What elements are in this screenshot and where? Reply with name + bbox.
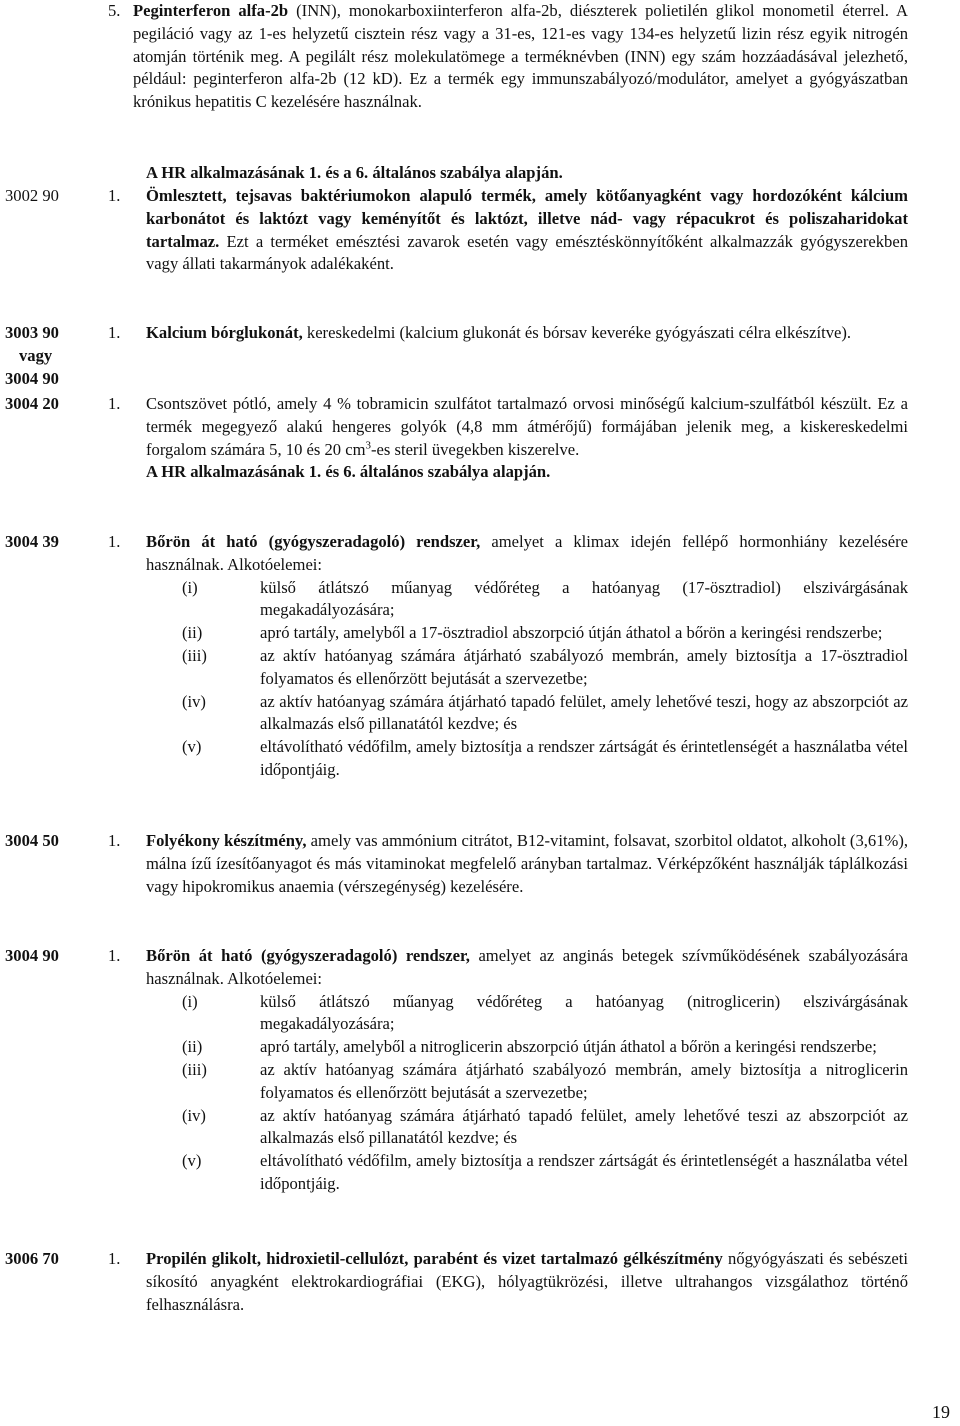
list-item-label: (ii): [182, 623, 203, 643]
list-item-text: külső átlátszó műanyag védőréteg a hatóanyag (17-ösztradiol) elszivárgásának megakadályozására;: [260, 577, 908, 620]
entry-code: 3004 20: [5, 394, 59, 413]
list-item-label: (iii): [182, 1059, 207, 1079]
list-item: [146, 691, 908, 737]
list-item: [146, 736, 908, 782]
item-5-body: [133, 0, 908, 114]
entry-text: amelyet az anginás betegek szívműködésének szabályozására használnak. Alkotóelemei:: [146, 946, 908, 988]
list-item-text: az aktív hatóanyag számára átjárható tapadó felület, amely lehetővé teszi, hogy az abszorpciót az alkalmazás első pillanatától kezdve; és: [260, 691, 908, 734]
item-5-number: 5.: [108, 1, 121, 20]
list-item-label: (iv): [182, 1105, 206, 1125]
list-item-text: eltávolítható védőfilm, amely biztosítja a rendszer zártságát és érintetlenségét a használatba vétel időpontjáig.: [260, 737, 908, 779]
entry-text-b: -es steril üvegekben kiszerelve.: [371, 439, 580, 459]
list-item-text: az aktív hatóanyag számára átjárható tapadó felület, amely lehetővé teszi az abszorpciót az alkalmazás első pillanatától kezdve; és: [260, 1105, 908, 1148]
entry-code: 3006 70: [5, 1249, 59, 1268]
entry-body: [146, 830, 908, 898]
list-item-text: eltávolítható védőfilm, amely biztosítja a rendszer zártságát és érintetlenségét a használatba vétel időpontjáig.: [260, 1151, 908, 1193]
entry-bold-text: Folyékony készítmény,: [146, 831, 307, 850]
list-item-text: apró tartály, amelyből a 17-ösztradiol abszorpció útján áthatol a bőrön a keringési rendszerbe;: [260, 623, 883, 643]
entry-text: nőgyógyászati és sebészeti síkosító anyagként elektrokardiográfiai (EKG), hólyagtükrözési, illetve ultrahangos vizsgálathoz történő felhasználásra.: [146, 1249, 908, 1314]
page-number: 19: [932, 1402, 950, 1422]
item-5-title: Peginterferon alfa-2b: [133, 1, 289, 20]
entry-body: [146, 531, 908, 782]
entry-bold-text: Kalcium bórglukonát,: [146, 323, 303, 342]
list-item-label: (ii): [182, 1037, 203, 1057]
list-item: [146, 1059, 908, 1105]
list-item: [146, 991, 908, 1037]
item-5-text: (INN), monokarboxiinterferon alfa-2b, diészterek polietilén glikol monometil éterrel. A pegiláció vagy az 1-es helyzetű cisztein rész vagy a 31-es, 121-es vagy 134-es helyzetű lizin rész egyik nitrogén atomján történik meg. A pegilált rész molekulatömege a terméknévben (INN) egy szám hozzáadásával jelezhető, például: peginterferon alfa-2b (12 kD). Ez a termék egy immunszabályozó/modulátor, amelyet a gyógyászatban krónikus hepatitis C kezelésére használnak.: [133, 1, 908, 112]
entry-number: 1.: [108, 1249, 121, 1268]
entry-bold-text: Bőrön át ható (gyógyszeradagoló) rendszer,: [146, 946, 470, 965]
entry-number: 1.: [108, 323, 121, 342]
entry-number: 1.: [108, 831, 121, 850]
entry-body: [146, 393, 908, 484]
list-item-label: (v): [182, 737, 202, 757]
list-item-label: (i): [182, 577, 198, 597]
list-item: [146, 1105, 908, 1151]
entry-number: 1.: [108, 394, 121, 413]
entry-text: amelyet a klimax idején fellépő hormonhiány kezelésére használnak. Alkotóelemei:: [146, 532, 908, 574]
entry-code-group: [5, 322, 100, 390]
entry-code: 3004 39: [5, 532, 59, 551]
entry-bold-text: Ömlesztett, tejsavas baktériumokon alapuló termék, amely kötőanyagként vagy hordozóként kálcium karbonátot és laktózt vagy keményítőt és laktózt, illetve nád- vagy répacukrot és poliszaharidokat tartalmaz.: [146, 186, 908, 251]
entry-text-a: Csontszövet pótló, amely 4 % tobramicin szulfátot tartalmazó orvosi minőségű kalcium-szulfátból készült. Ez a termék megegyező alakú hengeres golyók (4,8 mm átmérőjű) formájában jelenik meg, a kiskereskedelmi forgalom számára 5, 10 és 20 cm: [146, 394, 908, 459]
list-item: [146, 645, 908, 691]
list-item-label: (iii): [182, 645, 207, 665]
list-item: [146, 1036, 908, 1059]
entry-bold-text: Propilén glikolt, hidroxietil-cellulózt, parabént és vizet tartalmazó gélkészítmény: [146, 1249, 723, 1268]
item-5-hr-note: A HR alkalmazásának 1. és a 6. általános szabálya alapján.: [146, 163, 563, 182]
list-item: [146, 622, 908, 645]
entry-bold-text: Bőrön át ható (gyógyszeradagoló) rendszer,: [146, 532, 481, 551]
entry-code-line: vagy: [19, 345, 53, 365]
entry-text: amely vas ammónium citrátot, B12-vitamint, folsavat, szorbitol oldatot, alkoholt (3,61%), málna ízű ízesítőanyagot és más vitaminokat megfelelő arányban tartalmaz. Vérképzőként használják táplálkozási vagy hipokromikus anaemia (vérszegénység) kezelésére.: [146, 831, 908, 896]
entry-body: [146, 185, 908, 276]
entry-body: [146, 945, 908, 1196]
entry-body: [146, 322, 908, 345]
entry-text: Ezt a terméket emésztési zavarok esetén vagy emésztéskönnyítőként alkalmazzák gyógyszerekben vagy állati takarmányok adalékaként.: [146, 231, 908, 274]
list-item: [146, 577, 908, 623]
entry-number: 1.: [108, 532, 121, 551]
entry-code: 3004 90: [5, 946, 59, 965]
list-item-text: apró tartály, amelyből a nitroglicerin abszorpció útján áthatol a bőrön a keringési rendszerbe;: [260, 1037, 877, 1057]
entry-text: kereskedelmi (kalcium glukonát és bórsav keveréke gyógyászati célra elkészítve).: [302, 323, 852, 342]
list-item-text: külső átlátszó műanyag védőréteg a hatóanyag (nitroglicerin) elszivárgásának megakadályozására;: [260, 991, 908, 1034]
list-item-label: (i): [182, 991, 198, 1011]
list-item-label: (iv): [182, 691, 206, 711]
entry-number: 1.: [108, 946, 121, 965]
entry-superscript: 3: [365, 439, 371, 452]
list-item-label: (v): [182, 1151, 202, 1171]
entry-body: [146, 1248, 908, 1316]
list-item: [146, 1150, 908, 1196]
entry-code: 3002 90: [5, 186, 59, 205]
entry-code-line: 3004 90: [5, 368, 59, 388]
entry-code: 3004 50: [5, 831, 59, 850]
entry-code-line: 3003 90: [5, 323, 59, 342]
entry-number: 1.: [108, 186, 121, 205]
list-item-text: az aktív hatóanyag számára átjárható szabályozó membrán, amely biztosítja a nitroglicerin folyamatos és ellenőrzött bejutását a szervezetbe;: [260, 1059, 908, 1102]
entry-hr-note: A HR alkalmazásának 1. és 6. általános szabálya alapján.: [146, 462, 551, 482]
list-item-text: az aktív hatóanyag számára átjárható szabályozó membrán, amely biztosítja a 17-ösztradiol folyamatos és ellenőrzött bejutását a szervezetbe;: [260, 645, 908, 688]
